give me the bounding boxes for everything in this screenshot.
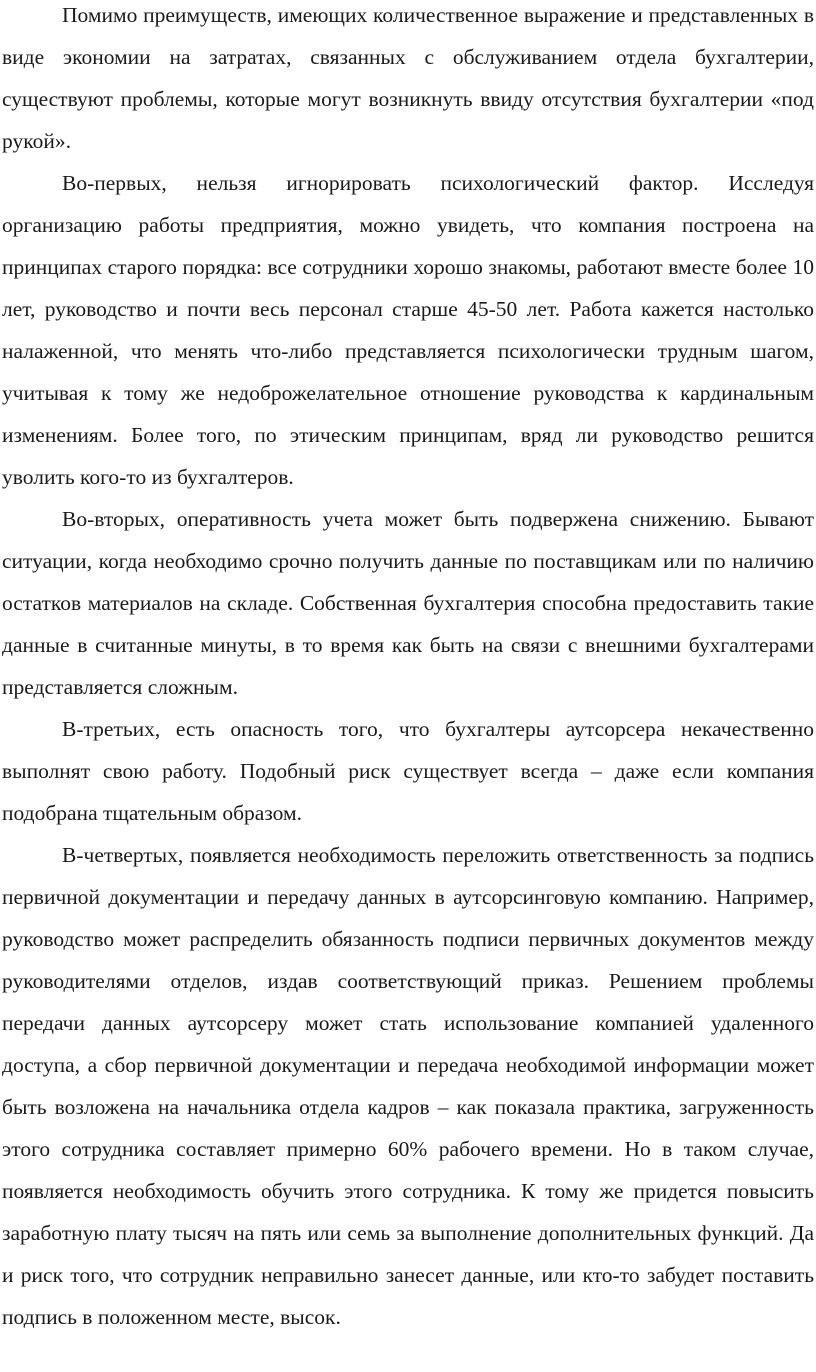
paragraph-third-problem: В-третьих, есть опасность того, что бухгалтеры аутсорсера некачественно выполнят свою работу. Подобный риск существует всегда – даже если компания подобрана тщательным образом. — [2, 717, 814, 825]
paragraph-intro: Помимо преимуществ, имеющих количественное выражение и представленных в виде экономии на затратах, связанных с обслуживанием отдела бухгалтерии, существуют проблемы, которые могут возникнуть ввиду отсутствия бухгалтерии «под рукой». — [2, 3, 814, 153]
paragraph-fourth-problem: В-четвертых, появляется необходимость переложить ответственность за подпись первичной документации и передачу данных в аутсорсинговую компанию. Например, руководство может распределить обязанность подписи первичных документов между руководителями отделов, издав соответствующий приказ. Решением проблемы передачи данных аутсорсеру может стать использование компанией удаленного доступа, а сбор первичной документации и передача необходимой информации может быть возложена на начальника отдела кадров – как показала практика, загруженность этого сотрудника составляет примерно 60% рабочего времени. Но в таком случае, появляется необходимость обучить этого сотрудника. К тому же придется повысить заработную плату тысяч на пять или семь за выполнение дополнительных функций. Да и риск того, что сотрудник неправильно занесет данные, или кто-то забудет поставить подпись в положенном месте, высок. — [2, 843, 814, 1329]
paragraph-second-problem: Во-вторых, оперативность учета может быть подвержена снижению. Бывают ситуации, когда необходимо срочно получить данные по поставщикам или по наличию остатков материалов на складе. Собственная бухгалтерия способна предоставить такие данные в считанные минуты, в то время как быть на связи с внешними бухгалтерами представляется сложным. — [2, 507, 814, 699]
paragraph-first-problem: Во-первых, нельзя игнорировать психологический фактор. Исследуя организацию работы предприятия, можно увидеть, что компания построена на принципах старого порядка: все сотрудники хорошо знакомы, работают вместе более 10 лет, руководство и почти весь персонал старше 45-50 лет. Работа кажется настолько налаженной, что менять что-либо представляется психологически трудным шагом, учитывая к тому же недоброжелательное отношение руководства к кардинальным изменениям. Более того, по этическим принципам, вряд ли руководство решится уволить кого-то из бухгалтеров. — [2, 171, 814, 489]
